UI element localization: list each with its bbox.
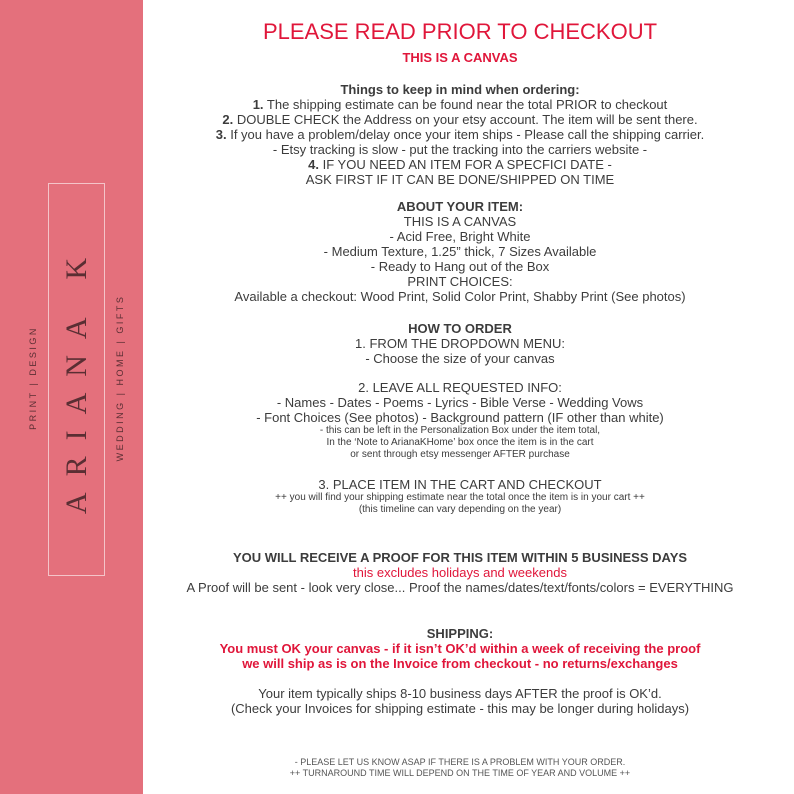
about-line: PRINT CHOICES:	[407, 274, 513, 289]
how-to-step-2-note: or sent through etsy messenger AFTER purchase	[350, 449, 570, 460]
ordering-item-2: 2. DOUBLE CHECK the Address on your etsy account. The item will be sent there.	[222, 112, 698, 127]
how-to-step-2: 2. LEAVE ALL REQUESTED INFO:	[358, 380, 562, 395]
shipping-info-line: Your item typically ships 8-10 business days AFTER the proof is OK’d.	[258, 686, 662, 701]
how-to-step-3: 3. PLACE ITEM IN THE CART AND CHECKOUT	[318, 477, 602, 492]
shipping-info-line: (Check your Invoices for shipping estimate - this may be longer during holidays)	[230, 701, 690, 716]
about-line: - Medium Texture, 1.25” thick, 7 Sizes Available	[323, 244, 597, 259]
how-to-step-2-note: In the ‘Note to ArianaKHome’ box once the item is in the cart	[326, 437, 594, 448]
ordering-heading: Things to keep in mind when ordering:	[340, 82, 580, 97]
footer-notes	[150, 757, 770, 779]
shipping-info	[150, 686, 770, 716]
shipping-warning: You must OK your canvas - if it isn’t OK’d within a week of receiving the proof	[219, 641, 701, 656]
ordering-item-4-note: ASK FIRST IF IT CAN BE DONE/SHIPPED ON TIME	[305, 172, 615, 187]
about-line: - Acid Free, Bright White	[389, 229, 531, 244]
how-to-section	[150, 321, 770, 366]
about-line: - Ready to Hang out of the Box	[370, 259, 550, 274]
footer-line: - PLEASE LET US KNOW ASAP IF THERE IS A PROBLEM WITH YOUR ORDER.	[294, 757, 626, 767]
proof-section	[150, 550, 770, 595]
about-line: Available a checkout: Wood Print, Solid Color Print, Shabby Print (See photos)	[234, 289, 686, 304]
how-to-step-2-block	[150, 380, 770, 461]
shipping-section	[150, 626, 770, 671]
about-line: THIS IS A CANVAS	[403, 214, 517, 229]
ordering-item-4: 4. IF YOU NEED AN ITEM FOR A SPECFICI DATE -	[308, 157, 612, 172]
how-to-heading: HOW TO ORDER	[408, 321, 512, 336]
shipping-heading: SHIPPING:	[426, 626, 494, 641]
footer-line: ++ TURNAROUND TIME WILL DEPEND ON THE TIME OF YEAR AND VOLUME ++	[289, 768, 631, 778]
ordering-item-3: 3. If you have a problem/delay once your item ships - Please call the shipping carrier.	[215, 127, 705, 142]
how-to-step-1: 1. FROM THE DROPDOWN MENU:	[355, 336, 565, 351]
how-to-step-3-note: ++ you will find your shipping estimate near the total once the item is in your cart ++	[275, 492, 645, 503]
proof-exclusion: this excludes holidays and weekends	[353, 565, 567, 580]
page-subtitle: THIS IS A CANVAS	[402, 50, 518, 65]
how-to-step-1-detail: - Choose the size of your canvas	[365, 351, 555, 366]
ordering-item-3-note: - Etsy tracking is slow - put the tracking into the carriers website -	[272, 142, 648, 157]
ordering-section	[150, 82, 770, 187]
proof-detail: A Proof will be sent - look very close... Proof the names/dates/text/fonts/colors = EVERYTHING	[186, 580, 734, 595]
how-to-step-2-line: - Names - Dates - Poems - Lyrics - Bible Verse - Wedding Vows	[276, 395, 644, 410]
sidebar-panel	[0, 0, 143, 794]
how-to-step-3-note: (this timeline can vary depending on the year)	[358, 504, 562, 515]
brand-logo-text: ARIANA K	[60, 241, 93, 515]
page-title: PLEASE READ PRIOR TO CHECKOUT	[262, 19, 658, 44]
tagline-wedding-home-gifts: WEDDING | HOME | GIFTS	[115, 294, 125, 462]
how-to-step-3-block	[150, 477, 770, 516]
shipping-warning: we will ship as is on the Invoice from checkout - no returns/exchanges	[242, 656, 678, 671]
proof-heading: YOU WILL RECEIVE A PROOF FOR THIS ITEM WITHIN 5 BUSINESS DAYS	[232, 550, 688, 565]
how-to-step-2-line: - Font Choices (See photos) - Background pattern (IF other than white)	[256, 410, 664, 425]
tagline-print-design: PRINT | DESIGN	[28, 326, 38, 430]
about-heading: ABOUT YOUR ITEM:	[396, 199, 524, 214]
about-section	[150, 199, 770, 304]
how-to-step-2-note: - this can be left in the Personalization Box under the item total,	[319, 425, 601, 436]
main-content	[150, 0, 770, 794]
ordering-item-1: 1. The shipping estimate can be found near the total PRIOR to checkout	[252, 97, 668, 112]
